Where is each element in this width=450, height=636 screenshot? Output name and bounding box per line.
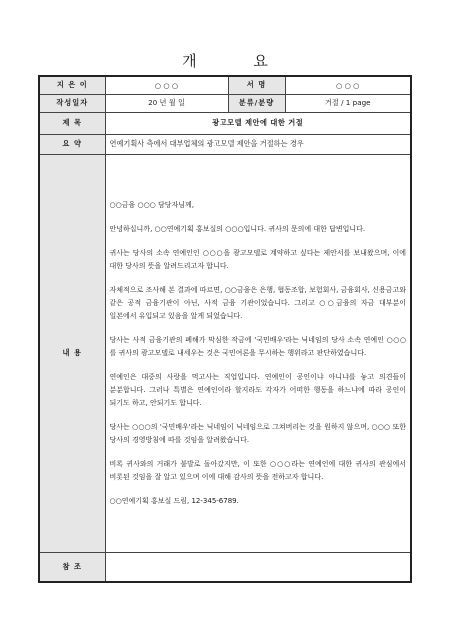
- content-row: [39, 154, 411, 552]
- author-row: [39, 76, 411, 94]
- body-paragraph: 자체적으로 조사해 본 결과에 따르면, ○○금융은 은행, 협동조합, 보험회사, 금융회사, 신용금고와 같은 공적 금융기관이 아닌, 사적 금융 기관이었습니다. 그리고 ○○금융의 자금 대부분이 일본에서 유입되고 있음을 알게 되었습니다.: [109, 285, 406, 320]
- author-value: ○ ○ ○: [105, 76, 228, 94]
- subject-row: [39, 112, 411, 134]
- body-paragraph: ○○연예기획 홍보실 드림, 12-345-6789.: [109, 496, 239, 505]
- reference-label: 참 조: [39, 552, 105, 582]
- date-value: 20 년 월 일: [105, 94, 228, 112]
- body-paragraph: ○○금융 ○○○ 담당자님께,: [109, 200, 195, 209]
- author-label: 지 은 이: [39, 76, 105, 94]
- category-label: 분류/분량: [228, 94, 285, 112]
- date-row: [39, 94, 411, 112]
- summary-row: [39, 134, 411, 154]
- subject-value: 광고모델 제안에 대한 거절: [105, 112, 411, 134]
- reference-row: [39, 552, 411, 582]
- content-label: 내 용: [39, 154, 105, 552]
- summary-value: 연예기획사 측에서 대부업체의 광고모델 제안을 거절하는 경우: [105, 134, 411, 154]
- content-body: [105, 154, 411, 552]
- body-paragraph: 당사는 ○○○의 '국민배우'라는 닉네임이 닉네임으로 그쳐버리는 것을 원하지 않으며, ○○○ 또한 당사의 경영방침에 따를 것임을 알려왔습니다.: [109, 422, 406, 444]
- signature-label: 서 명: [228, 76, 285, 94]
- body-paragraph: 안녕하십니까, ○○연예기획 홍보실의 ○○○입니다. 귀사의 문의에 대한 답변입니다.: [109, 224, 366, 233]
- subject-label: 제 목: [39, 112, 105, 134]
- category-value: 거절 / 1 page: [285, 94, 411, 112]
- date-label: 작성일자: [39, 94, 105, 112]
- body-paragraph: 연예인은 대중의 사랑을 먹고사는 직업입니다. 연예인이 공인이냐 아니냐를 놓고 의견들이 분분합니다. 그러나 특별은 연예인이라 할지라도 각자가 어떠한 행동을 하느냐에 따라 공인이 되기도 하고, 안되기도 합니다.: [109, 372, 406, 407]
- body-paragraph: 귀사는 당사의 소속 연예인인 ○○○을 광고모델로 계약하고 싶다는 제안서를 보내왔으며, 이에 대한 당사의 뜻을 알려드리고자 합니다.: [109, 248, 406, 270]
- body-paragraph: 당사는 사적 금융기관의 폐해가 막심한 작금에 '국민배우'라는 닉네임의 당사 소속 연예인 ○○○를 귀사의 광고모델로 내세우는 것은 국민여론을 무시하는 행위라고 판단하였습니다.: [109, 335, 406, 357]
- reference-value: [105, 552, 411, 582]
- summary-label: 요 약: [39, 134, 105, 154]
- overview-form-table: [38, 75, 412, 583]
- body-paragraph: 비록 귀사와의 거래가 불발로 돌아갔지만, 이 또한 ○○○라는 연예인에 대한 귀사의 관심에서 비롯된 것임을 잘 알고 있으며 이에 대해 감사의 뜻을 전하고자 합니다.: [109, 459, 406, 481]
- page-title: 개 요: [182, 52, 294, 70]
- signature-value: ○ ○ ○: [285, 76, 411, 94]
